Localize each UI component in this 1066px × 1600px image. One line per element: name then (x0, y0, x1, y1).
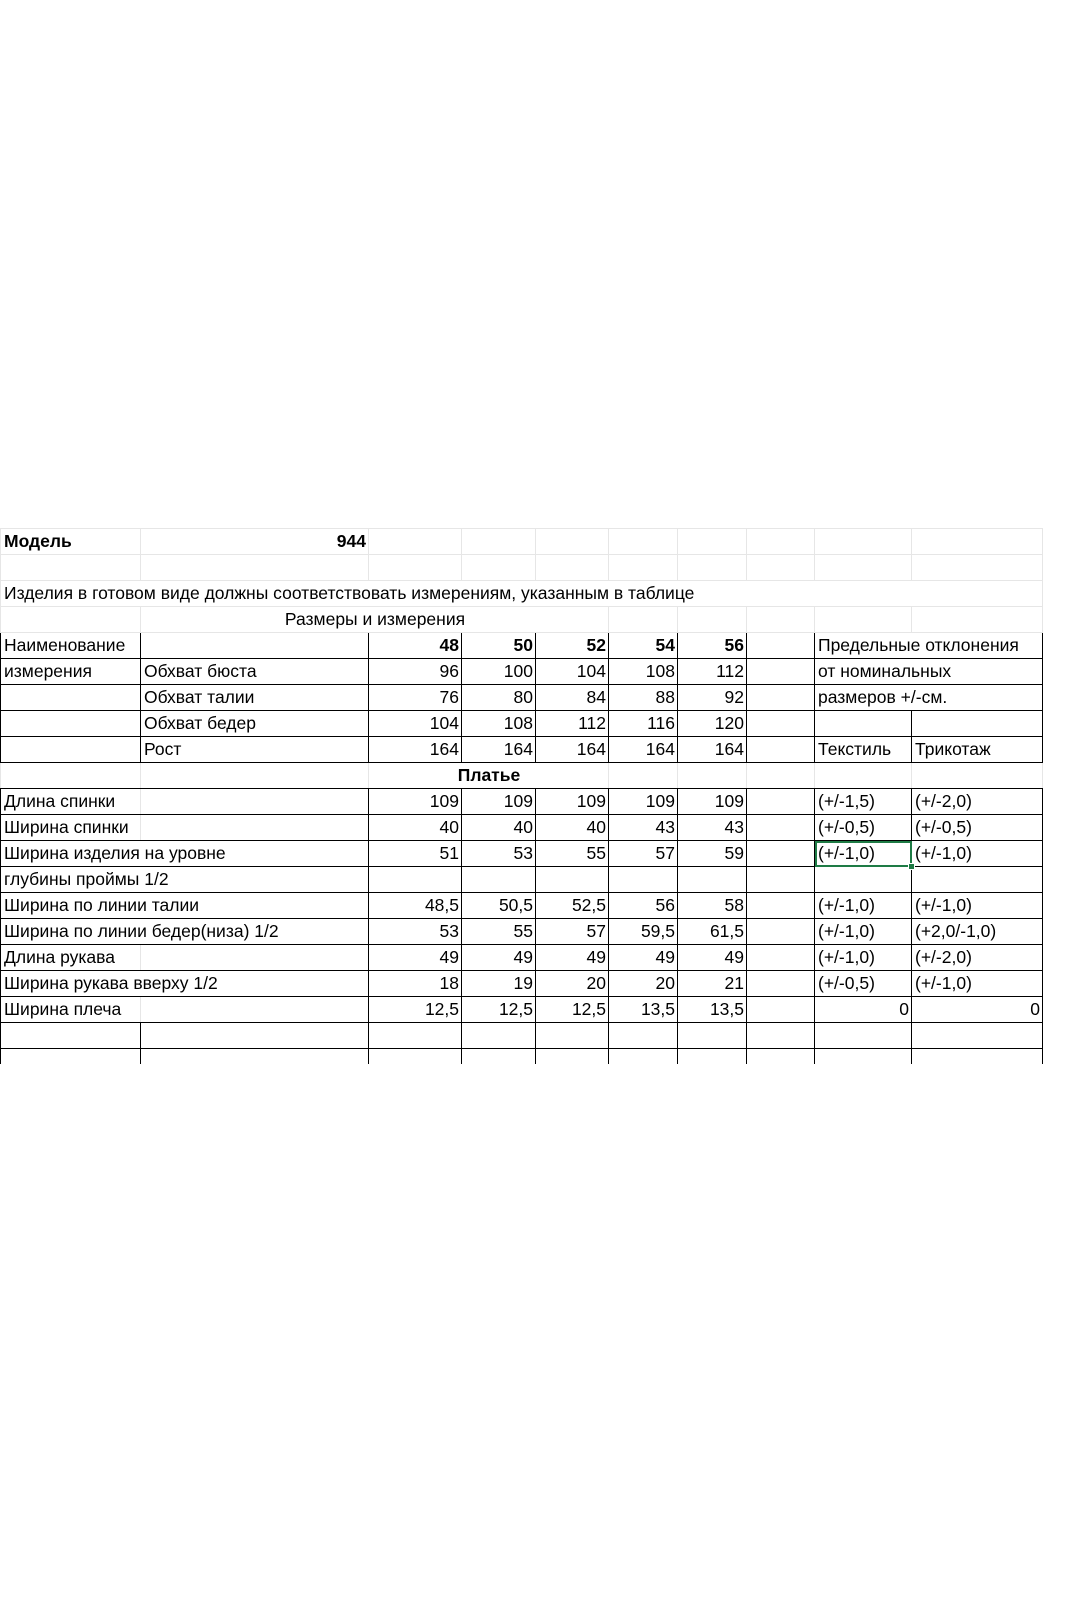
tolerance-textile[interactable]: (+/-1,0) (815, 919, 912, 945)
cell[interactable] (912, 867, 1043, 893)
cell[interactable] (141, 997, 369, 1023)
value-cell[interactable]: 53 (462, 841, 536, 867)
tolerance-textile[interactable]: 0 (815, 997, 912, 1023)
cell[interactable] (141, 1049, 369, 1065)
row-model (1, 529, 1043, 555)
product-title[interactable]: Платье (369, 763, 609, 789)
tolerance-knit[interactable]: (+2,0/-1,0) (912, 919, 1043, 945)
tolerance-textile[interactable]: (+/-0,5) (815, 971, 912, 997)
cell[interactable] (369, 1023, 462, 1049)
body-row (1, 737, 1043, 763)
value-cell[interactable]: 12,5 (536, 997, 609, 1023)
tolerance-header-knit[interactable]: Трикотаж (912, 737, 1043, 763)
tolerance-textile[interactable]: (+/-0,5) (815, 815, 912, 841)
product-label[interactable]: Ширина рукава вверху 1/2 (1, 971, 369, 997)
value-cell[interactable]: 88 (609, 685, 678, 711)
cell[interactable] (141, 763, 369, 789)
value-cell[interactable]: 92 (678, 685, 747, 711)
cell[interactable] (747, 763, 815, 789)
value-cell[interactable]: 109 (369, 789, 462, 815)
model-value[interactable]: 944 (141, 529, 369, 555)
value-cell[interactable]: 100 (462, 659, 536, 685)
cell[interactable] (678, 763, 747, 789)
cell[interactable] (747, 997, 815, 1023)
cell[interactable] (747, 1049, 815, 1065)
tolerance-textile[interactable]: (+/-1,5) (815, 789, 912, 815)
deviation-header-1[interactable]: Предельные отклонения (815, 633, 1043, 659)
cell[interactable] (815, 1049, 912, 1065)
product-label[interactable]: Длина рукава (1, 945, 141, 971)
tolerance-knit[interactable]: (+/-2,0) (912, 789, 1043, 815)
value-cell[interactable]: 53 (369, 919, 462, 945)
tolerance-knit[interactable]: (+/-1,0) (912, 893, 1043, 919)
row-empty (1, 1049, 1043, 1065)
product-label[interactable]: Длина спинки (1, 789, 141, 815)
deviation-header-2[interactable]: от номинальных (815, 659, 1043, 685)
value-cell[interactable]: 164 (369, 737, 462, 763)
value-cell[interactable]: 59 (678, 841, 747, 867)
cell[interactable] (815, 555, 912, 581)
cell[interactable] (747, 971, 815, 997)
cell[interactable] (747, 607, 815, 633)
size-header[interactable]: 54 (609, 633, 678, 659)
value-cell[interactable]: 76 (369, 685, 462, 711)
cell[interactable] (1, 711, 141, 737)
fill-handle[interactable] (908, 863, 915, 870)
value-cell[interactable]: 43 (678, 815, 747, 841)
measurement-label[interactable]: Обхват бюста (141, 659, 369, 685)
cell[interactable] (609, 529, 678, 555)
cell[interactable] (462, 529, 536, 555)
cell[interactable] (536, 529, 609, 555)
cell[interactable] (747, 555, 815, 581)
cell[interactable] (747, 737, 815, 763)
row-note (1, 581, 1043, 607)
product-row (1, 893, 1043, 919)
section-title[interactable]: Размеры и измерения (141, 607, 609, 633)
value-cell[interactable]: 59,5 (609, 919, 678, 945)
product-row (1, 815, 1043, 841)
model-label[interactable]: Модель (1, 529, 141, 555)
product-label[interactable]: глубины проймы 1/2 (1, 867, 369, 893)
tolerance-knit[interactable]: (+/-0,5) (912, 815, 1043, 841)
size-header[interactable]: 56 (678, 633, 747, 659)
cell[interactable] (462, 1049, 536, 1065)
value-cell[interactable]: 40 (462, 815, 536, 841)
row-empty (1, 1023, 1043, 1049)
cell[interactable] (912, 711, 1043, 737)
cell[interactable] (1, 737, 141, 763)
cell[interactable] (1, 607, 141, 633)
value-cell[interactable]: 109 (609, 789, 678, 815)
cell[interactable] (678, 607, 747, 633)
cell[interactable] (369, 1049, 462, 1065)
value-cell[interactable]: 21 (678, 971, 747, 997)
row-section-title (1, 607, 1043, 633)
cell[interactable] (747, 1023, 815, 1049)
value-cell[interactable]: 18 (369, 971, 462, 997)
cell[interactable] (815, 711, 912, 737)
product-row (1, 997, 1043, 1023)
value-cell[interactable]: 49 (678, 945, 747, 971)
cell[interactable] (609, 1049, 678, 1065)
value-cell[interactable]: 49 (369, 945, 462, 971)
size-header[interactable]: 52 (536, 633, 609, 659)
value-cell[interactable]: 20 (536, 971, 609, 997)
value-cell[interactable]: 12,5 (462, 997, 536, 1023)
value-cell[interactable]: 96 (369, 659, 462, 685)
product-row (1, 919, 1043, 945)
value-cell[interactable] (369, 867, 462, 893)
cell[interactable] (912, 529, 1043, 555)
cell[interactable] (141, 633, 369, 659)
cell[interactable] (462, 1023, 536, 1049)
value-cell[interactable]: 58 (678, 893, 747, 919)
measurement-label[interactable]: Обхват талии (141, 685, 369, 711)
product-row (1, 789, 1043, 815)
cell[interactable] (747, 685, 815, 711)
cell[interactable] (536, 555, 609, 581)
cell[interactable] (609, 1023, 678, 1049)
cell[interactable] (141, 789, 369, 815)
cell[interactable] (747, 815, 815, 841)
cell[interactable] (1, 1023, 141, 1049)
value-cell[interactable]: 49 (609, 945, 678, 971)
cell[interactable] (609, 607, 678, 633)
value-cell[interactable]: 48,5 (369, 893, 462, 919)
name-header-2[interactable]: измерения (1, 659, 141, 685)
value-cell[interactable]: 164 (462, 737, 536, 763)
product-label[interactable]: Ширина плеча (1, 997, 141, 1023)
tolerance-textile[interactable]: (+/-1,0) (815, 945, 912, 971)
cell[interactable] (912, 1049, 1043, 1065)
value-cell[interactable]: 13,5 (678, 997, 747, 1023)
value-cell[interactable]: 52,5 (536, 893, 609, 919)
selected-cell[interactable] (815, 841, 912, 867)
cell[interactable] (912, 555, 1043, 581)
cell[interactable] (747, 841, 815, 867)
cell[interactable] (1, 555, 141, 581)
size-header[interactable]: 50 (462, 633, 536, 659)
row-header-sizes (1, 633, 1043, 659)
cell[interactable] (815, 529, 912, 555)
body-row (1, 685, 1043, 711)
cell[interactable] (912, 1023, 1043, 1049)
cell[interactable] (462, 555, 536, 581)
cell[interactable] (678, 1049, 747, 1065)
value-cell[interactable]: 56 (609, 893, 678, 919)
value-cell[interactable]: 43 (609, 815, 678, 841)
cell[interactable] (369, 555, 462, 581)
tolerance-knit[interactable]: 0 (912, 997, 1043, 1023)
value-cell[interactable]: 57 (536, 919, 609, 945)
cell[interactable] (141, 945, 369, 971)
value-cell[interactable]: 49 (462, 945, 536, 971)
cell[interactable] (1, 1049, 141, 1065)
row-product-title (1, 763, 1043, 789)
measurement-table (0, 528, 1043, 1064)
cell[interactable] (815, 607, 912, 633)
value-cell[interactable]: 164 (609, 737, 678, 763)
tolerance-textile: (+/-1,0) (818, 843, 875, 863)
cell[interactable] (678, 555, 747, 581)
value-cell[interactable] (609, 867, 678, 893)
cell[interactable] (141, 815, 369, 841)
value-cell[interactable]: 12,5 (369, 997, 462, 1023)
cell[interactable] (1, 763, 141, 789)
cell[interactable] (369, 529, 462, 555)
value-cell[interactable]: 108 (462, 711, 536, 737)
value-cell[interactable]: 109 (678, 789, 747, 815)
value-cell[interactable]: 49 (536, 945, 609, 971)
note-text[interactable]: Изделия в готовом виде должны соответствовать измерениям, указанным в таблице (1, 581, 1043, 607)
value-cell[interactable]: 112 (536, 711, 609, 737)
value-cell[interactable]: 164 (678, 737, 747, 763)
cell[interactable] (815, 867, 912, 893)
value-cell[interactable]: 104 (536, 659, 609, 685)
cell[interactable] (747, 945, 815, 971)
product-row (1, 945, 1043, 971)
tolerance-knit[interactable]: (+/-1,0) (912, 971, 1043, 997)
product-label[interactable]: Ширина по линии бедер(низа) 1/2 (1, 919, 369, 945)
cell[interactable] (747, 919, 815, 945)
value-cell[interactable] (536, 867, 609, 893)
cell[interactable] (747, 529, 815, 555)
value-cell[interactable]: 13,5 (609, 997, 678, 1023)
value-cell[interactable]: 55 (462, 919, 536, 945)
cell[interactable] (1, 685, 141, 711)
value-cell[interactable]: 55 (536, 841, 609, 867)
deviation-header-3[interactable]: размеров +/-см. (815, 685, 1043, 711)
cell[interactable] (536, 1023, 609, 1049)
product-row (1, 971, 1043, 997)
value-cell[interactable]: 164 (536, 737, 609, 763)
value-cell[interactable] (462, 867, 536, 893)
value-cell[interactable]: 112 (678, 659, 747, 685)
cell[interactable] (609, 555, 678, 581)
value-cell[interactable]: 61,5 (678, 919, 747, 945)
value-cell[interactable]: 50,5 (462, 893, 536, 919)
value-cell[interactable]: 51 (369, 841, 462, 867)
row-empty (1, 555, 1043, 581)
value-cell[interactable]: 84 (536, 685, 609, 711)
product-label[interactable]: Ширина по линии талии (1, 893, 369, 919)
value-cell[interactable]: 104 (369, 711, 462, 737)
value-cell[interactable]: 40 (536, 815, 609, 841)
cell[interactable] (747, 633, 815, 659)
cell[interactable] (747, 659, 815, 685)
tolerance-textile[interactable]: (+/-1,0) (815, 893, 912, 919)
value-cell[interactable]: 109 (462, 789, 536, 815)
cell[interactable] (678, 1023, 747, 1049)
cell[interactable] (912, 763, 1043, 789)
cell[interactable] (747, 893, 815, 919)
body-row (1, 711, 1043, 737)
tolerance-knit[interactable]: (+/-2,0) (912, 945, 1043, 971)
measurement-label[interactable]: Рост (141, 737, 369, 763)
cell[interactable] (609, 763, 678, 789)
cell[interactable] (747, 789, 815, 815)
cell[interactable] (747, 867, 815, 893)
tolerance-header-textile[interactable]: Текстиль (815, 737, 912, 763)
product-label[interactable]: Ширина спинки (1, 815, 141, 841)
product-row (1, 867, 1043, 893)
value-cell[interactable]: 19 (462, 971, 536, 997)
value-cell[interactable]: 116 (609, 711, 678, 737)
cell[interactable] (536, 1049, 609, 1065)
value-cell[interactable]: 108 (609, 659, 678, 685)
spreadsheet (0, 528, 1066, 1064)
name-header-1[interactable]: Наименование (1, 633, 141, 659)
value-cell[interactable]: 20 (609, 971, 678, 997)
value-cell[interactable]: 120 (678, 711, 747, 737)
product-label[interactable]: Ширина изделия на уровне (1, 841, 369, 867)
tolerance-knit[interactable]: (+/-1,0) (912, 841, 1043, 867)
value-cell[interactable]: 40 (369, 815, 462, 841)
measurement-label[interactable]: Обхват бедер (141, 711, 369, 737)
cell[interactable] (912, 607, 1043, 633)
value-cell[interactable]: 109 (536, 789, 609, 815)
cell[interactable] (141, 555, 369, 581)
size-header[interactable]: 48 (369, 633, 462, 659)
value-cell[interactable]: 80 (462, 685, 536, 711)
cell[interactable] (141, 1023, 369, 1049)
value-cell[interactable]: 57 (609, 841, 678, 867)
cell[interactable] (815, 1023, 912, 1049)
body-row (1, 659, 1043, 685)
cell[interactable] (747, 711, 815, 737)
cell[interactable] (678, 529, 747, 555)
product-row (1, 841, 1043, 867)
cell[interactable] (815, 763, 912, 789)
value-cell[interactable] (678, 867, 747, 893)
